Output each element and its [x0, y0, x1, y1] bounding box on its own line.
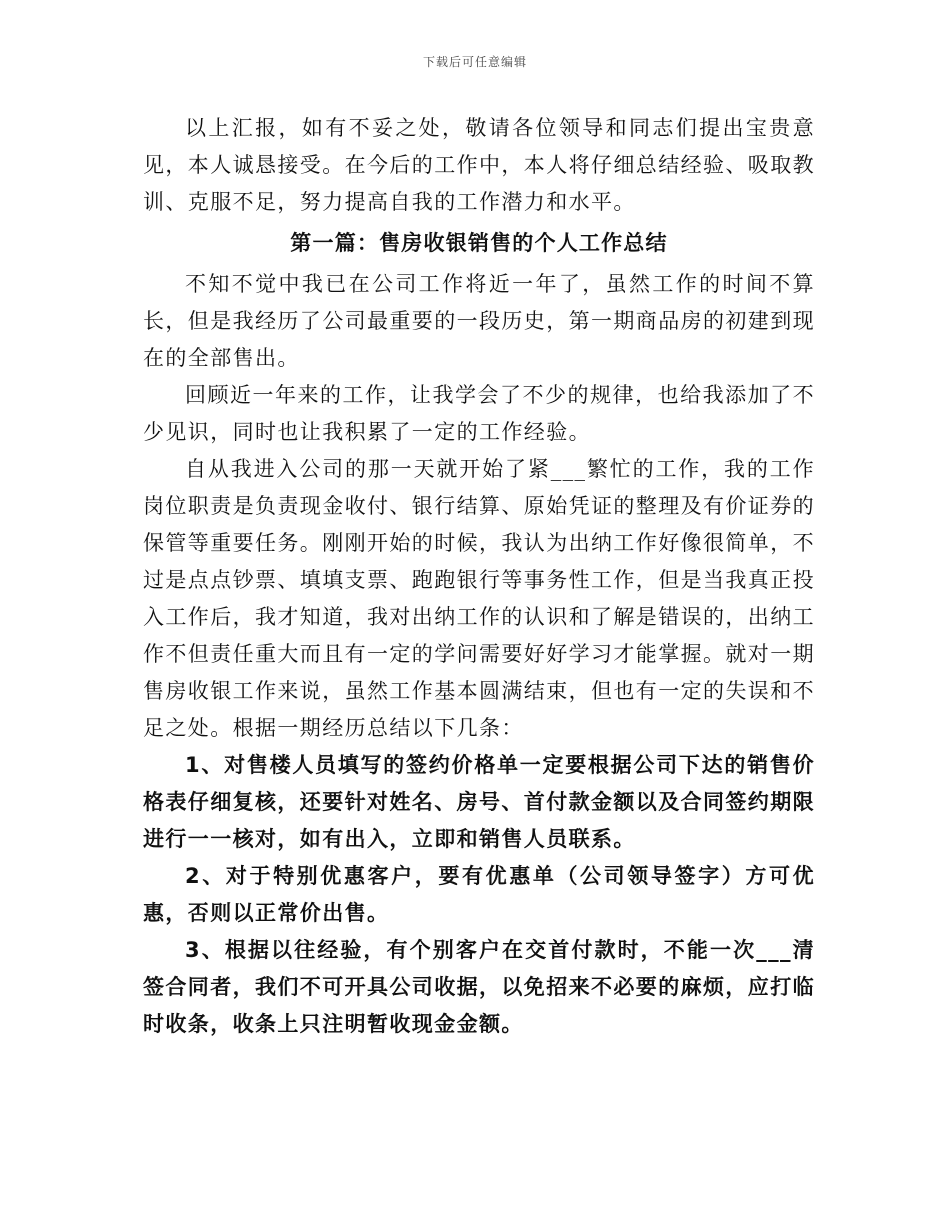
closing-paragraph: 以上汇报，如有不妥之处，敬请各位领导和同志们提出宝贵意见，本人诚恳接受。在今后的工作中，本人将仔细总结经验、吸取教训、克服不足，努力提高自我的工作潜力和水平。 — [143, 116, 815, 214]
summary-point-2: 2、对于特别优惠客户，要有优惠单（公司领导签字）方可优惠，否则以正常价出售。 — [143, 864, 815, 925]
body-paragraph-3: 自从我进入公司的那一天就开始了紧___繁忙的工作，我的工作岗位职责是负责现金收付、银行结算、原始凭证的整理及有价证券的保管等重要任务。刚刚开始的时候，我认为出纳工作好像很简单，不过是点点钞票、填填支票、跑跑银行等事务性工作，但是当我真正投入工作后，我才知道，我对出纳工作的认识和了解是错误的，出纳工作不但责任重大而且有一定的学问需要好好学习才能掌握。就对一期售房收银工作来说，虽然工作基本圆满结束，但也有一定的失误和不足之处。根据一期经历总结以下几条： — [143, 457, 815, 740]
body-paragraph-1: 不知不觉中我已在公司工作将近一年了，虽然工作的时间不算长，但是我经历了公司最重要的一段历史，第一期商品房的初建到现在的全部售出。 — [143, 272, 815, 370]
page-header-note: 下载后可任意编辑 — [422, 55, 527, 69]
section-title: 第一篇：售房收银销售的个人工作总结 — [290, 231, 668, 255]
body-paragraph-2: 回顾近一年来的工作，让我学会了不少的规律，也给我添加了不少见识，同时也让我积累了一定的工作经验。 — [143, 383, 815, 444]
document-body — [143, 110, 815, 1043]
summary-point-3: 3、根据以往经验，有个别客户在交首付款时，不能一次___清签合同者，我们不可开具公司收据，以免招来不必要的麻烦，应打临时收条，收条上只注明暂收现金金额。 — [143, 938, 815, 1036]
summary-point-1: 1、对售楼人员填写的签约价格单一定要根据公司下达的销售价格表仔细复核，还要针对姓名、房号、首付款金额以及合同签约期限进行一一核对，如有出入，立即和销售人员联系。 — [143, 753, 815, 851]
